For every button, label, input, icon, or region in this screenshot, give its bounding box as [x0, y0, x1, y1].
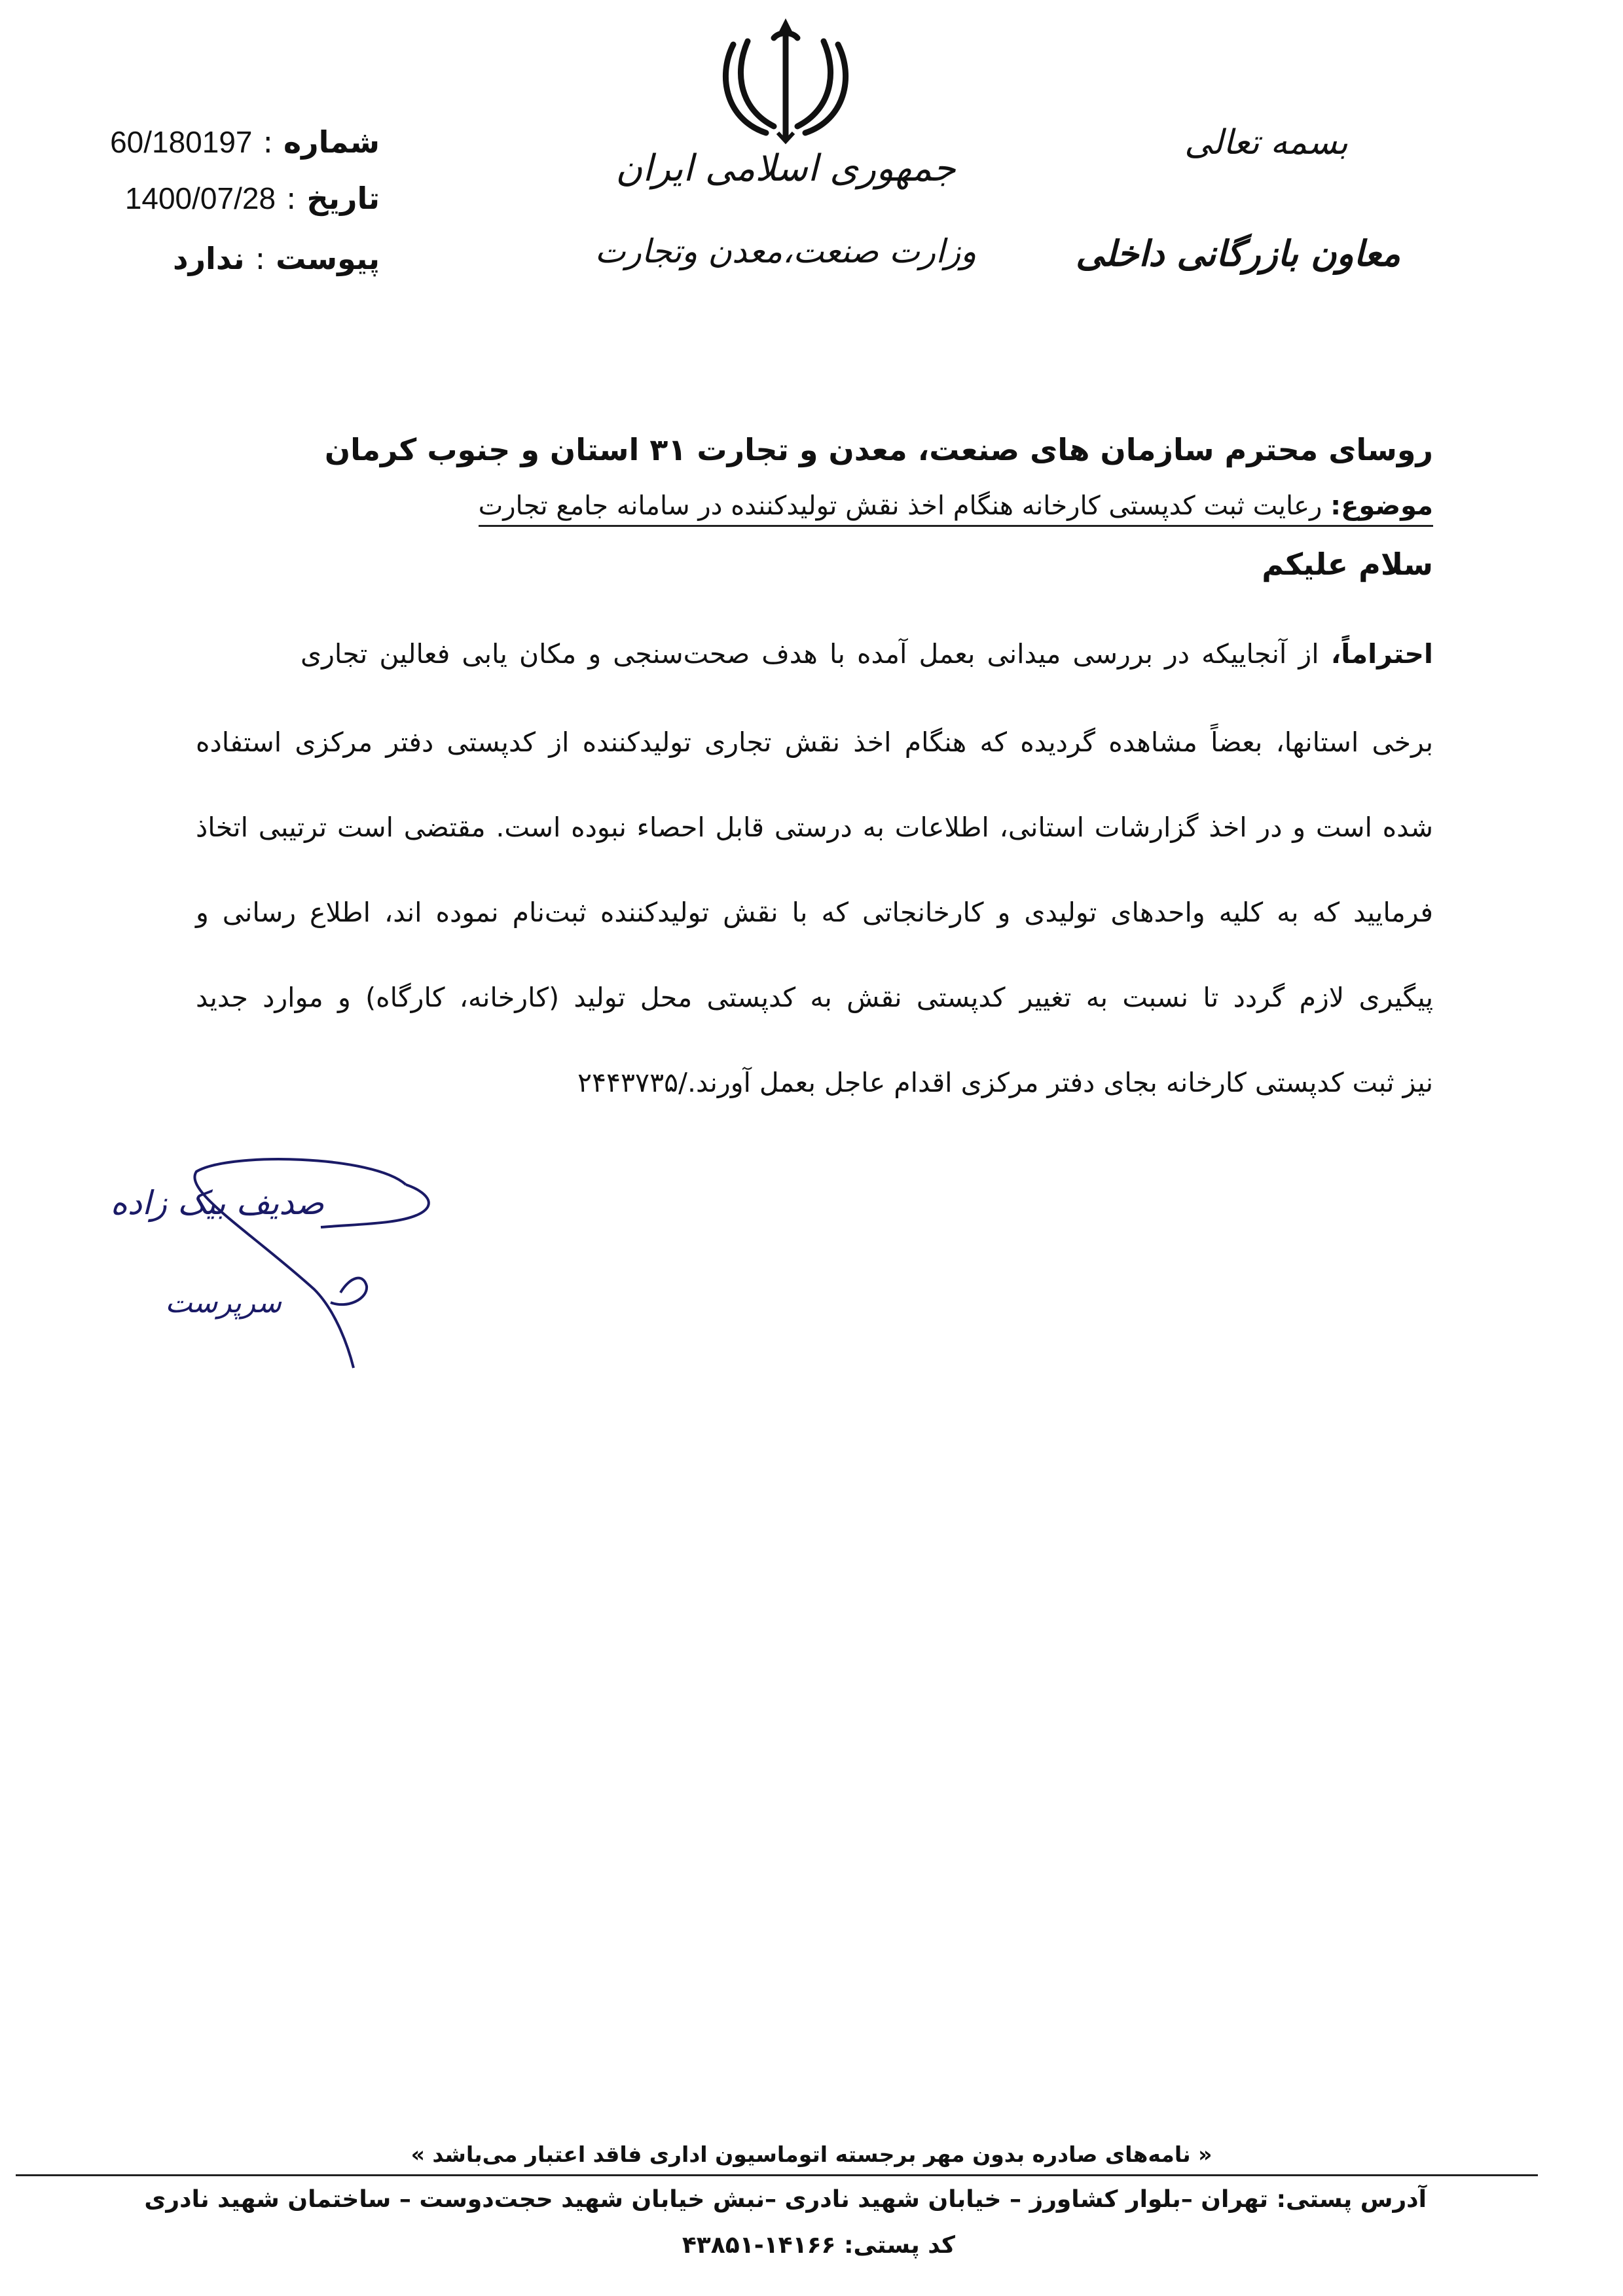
- attachment-separator: :: [255, 241, 266, 276]
- body-line-text: از آنجاییکه در بررسی میدانی بعمل آمده با هدف صحت‌سنجی و مکان یابی فعالین تجاری: [301, 638, 1319, 670]
- signature-note: سرپرست: [165, 1286, 282, 1319]
- date-value: 1400/07/28: [124, 181, 276, 215]
- recipient-line: روسای محترم سازمان های صنعت، معدن و تجارت ۳۱ استان و جنوب کرمان: [324, 432, 1433, 467]
- body-line: نیز ثبت کدپستی کارخانه بجای دفتر مرکزی اقدام عاجل بعمل آورند./۲۴۴۳۷۳۵: [577, 1067, 1433, 1098]
- body-line: پیگیری لازم گردد تا نسبت به تغییر کدپستی نقش به کدپستی محل تولید (کارخانه، کارگاه) و موارد جدید: [196, 982, 1433, 1013]
- subject-text: رعایت ثبت کدپستی کارخانه هنگام اخذ نقش تولیدکننده در سامانه جامع تجارت: [478, 491, 1322, 521]
- iran-emblem-icon: [714, 12, 858, 143]
- opening-word: احتراماً،: [1330, 638, 1433, 670]
- signature: [110, 1152, 570, 1374]
- body-line: [301, 638, 1433, 670]
- number-label: شماره: [283, 124, 380, 160]
- signature-name: صدیف بیک زاده: [110, 1184, 324, 1222]
- number-value: 60/180197: [110, 125, 253, 159]
- body-line: برخی استانها، بعضاً مشاهده گردیده که هنگام اخذ نقش تجاری تولیدکننده از کدپستی دفتر مرکزی استفاده: [196, 726, 1433, 758]
- date-row: [92, 175, 380, 221]
- ministry-title: وزارت صنعت،معدن وتجارت: [594, 232, 977, 270]
- department-title: معاون بازرگانی داخلی: [1076, 232, 1400, 274]
- number-row: [92, 119, 380, 165]
- date-separator: :: [286, 181, 297, 216]
- footer-validity-note: « نامه‌های صادره بدون مهر برجسته اتوماسیون اداری فاقد اعتبار می‌باشد »: [410, 2142, 1213, 2167]
- footer-divider: [16, 2174, 1538, 2176]
- footer-address: آدرس پستی: تهران –بلوار کشاورز – خیابان شهید نادری –نبش خیابان شهید حجت‌دوست – ساختمان شهید نادری: [144, 2186, 1427, 2213]
- subject-underlined: [479, 491, 1433, 527]
- attachment-value: ندارد: [172, 241, 245, 276]
- date-label: تاریخ: [306, 181, 380, 216]
- invocation-text: بسمه تعالی: [1184, 123, 1348, 162]
- body-line: فرمایید که به کلیه واحدهای تولیدی و کارخانجاتی که با نقش تولیدکننده ثبت‌نام نموده اند، اطلاع رسانی و: [196, 897, 1433, 928]
- footer-postal-code: کد پستی: ۱۴۱۶۶-۴۳۸۵۱: [682, 2232, 955, 2259]
- salutation: سلام علیکم: [1262, 547, 1433, 582]
- attachment-label: پیوست: [276, 241, 380, 276]
- number-separator: :: [263, 124, 274, 160]
- subject-label: موضوع:: [1330, 491, 1433, 521]
- attachment-row: [92, 236, 380, 281]
- country-title: جمهوری اسلامی ایران: [615, 147, 956, 190]
- body-line: شده است و در اخذ گزارشات استانی، اطلاعات به درستی قابل احصاء نبوده است. مقتضی است ترتیبی اتخاذ: [196, 812, 1433, 843]
- subject-line: [189, 491, 1433, 527]
